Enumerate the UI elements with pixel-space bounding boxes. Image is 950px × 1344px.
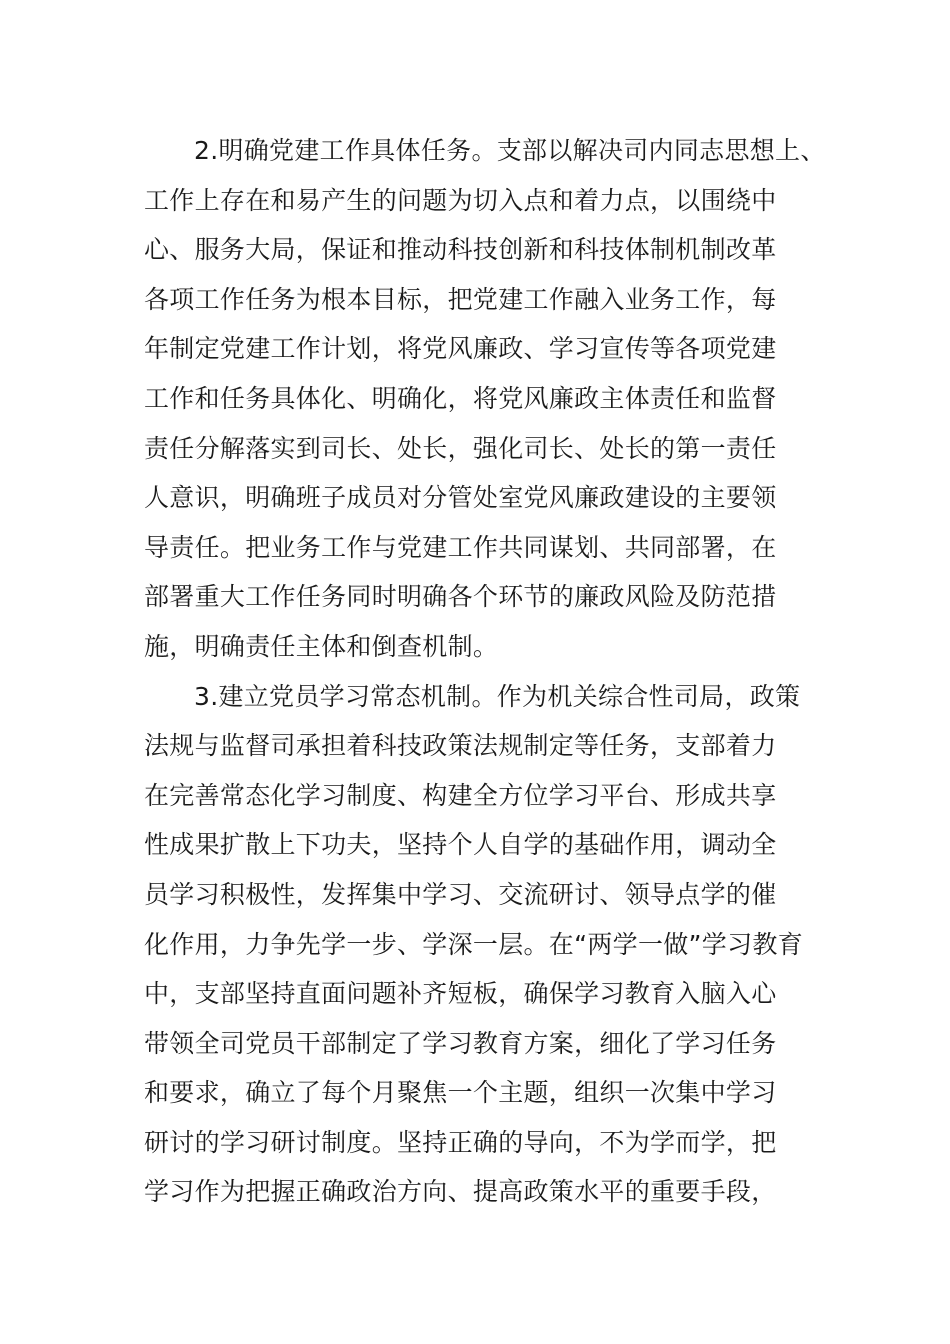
paragraph-2-line-7: 责任分解落实到司长、处长，强化司长、处长的第一责任 — [144, 433, 777, 463]
paragraph-3-line-8: 带领全司党员干部制定了学习教育方案，细化了学习任务 — [144, 1028, 777, 1058]
paragraph-2-line-11: 施，明确责任主体和倒查机制。 — [144, 631, 499, 661]
paragraph-3-line-1: 3.建立党员学习常态机制。作为机关综合性司局，政策 — [194, 681, 801, 711]
paragraph-3-line-3: 在完善常态化学习制度、构建全方位学习平台、形成共享 — [144, 780, 777, 810]
paragraph-2-line-3: 心、服务大局，保证和推动科技创新和科技体制机制改革 — [144, 235, 777, 265]
paragraph-3-line-5: 员学习积极性，发挥集中学习、交流研讨、领导点学的催 — [144, 879, 777, 909]
paragraph-2-line-1: 2.明确党建工作具体任务。支部以解决司内同志思想上、 — [194, 136, 826, 165]
paragraph-3-line-2: 法规与监督司承担着科技政策法规制定等任务，支部着力 — [144, 731, 777, 761]
paragraph-3-line-11: 学习作为把握正确政治方向、提高政策水平的重要手段， — [144, 1177, 777, 1207]
paragraph-3-line-6: 化作用，力争先学一步、学深一层。在“两学一做”学习教育 — [144, 929, 804, 959]
paragraph-3-line-4: 性成果扩散上下功夫，坚持个人自学的基础作用，调动全 — [144, 830, 777, 860]
paragraph-3-line-10: 研讨的学习研讨制度。坚持正确的导向，不为学而学，把 — [144, 1127, 777, 1157]
paragraph-3-line-9: 和要求，确立了每个月聚焦一个主题，组织一次集中学习 — [144, 1078, 777, 1108]
paragraph-2-line-8: 人意识，明确班子成员对分管处室党风廉政建设的主要领 — [144, 483, 777, 513]
paragraph-2-line-2: 工作上存在和易产生的问题为切入点和着力点，以围绕中 — [144, 185, 777, 215]
paragraph-2-line-4: 各项工作任务为根本目标，把党建工作融入业务工作，每 — [144, 284, 777, 314]
paragraph-2-line-9: 导责任。把业务工作与党建工作共同谋划、共同部署，在 — [144, 532, 777, 562]
paragraph-3-line-7: 中，支部坚持直面问题补齐短板，确保学习教育入脑入心 — [144, 979, 777, 1009]
paragraph-2-line-10: 部署重大工作任务同时明确各个环节的廉政风险及防范措 — [144, 582, 777, 612]
body-text — [144, 126, 824, 1217]
paragraph-2-line-5: 年制定党建工作计划，将党风廉政、学习宣传等各项党建 — [144, 334, 777, 364]
paragraph-2-line-6: 工作和任务具体化、明确化，将党风廉政主体责任和监督 — [144, 383, 777, 413]
